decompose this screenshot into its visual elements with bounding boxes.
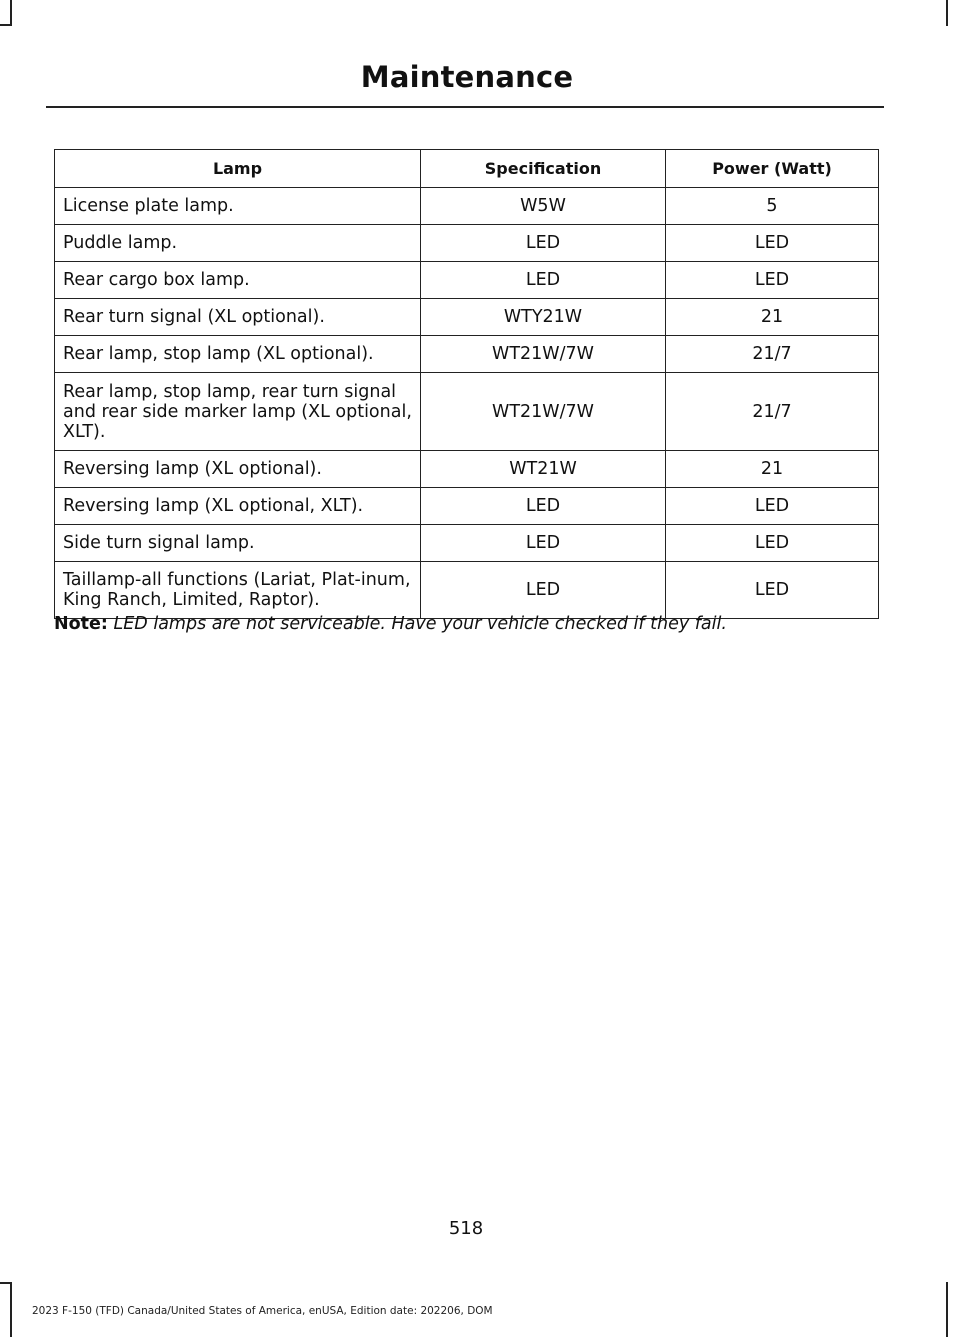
table-row	[55, 373, 879, 451]
power-cell: LED	[666, 562, 879, 619]
page-title: Maintenance	[360, 60, 574, 94]
power-cell: 5	[666, 188, 879, 225]
power-cell: 21	[666, 299, 879, 336]
crop-mark-bottom-right	[946, 1282, 948, 1337]
lamp-cell: Side turn signal lamp.	[55, 525, 421, 562]
spec-cell: WTY21W	[421, 299, 666, 336]
table-row	[55, 188, 879, 225]
note-label: Note:	[54, 614, 108, 634]
table-row	[55, 299, 879, 336]
spec-cell: LED	[421, 488, 666, 525]
spec-cell: WT21W	[421, 451, 666, 488]
footer-edition-info: 2023 F-150 (TFD) Canada/United States of America, enUSA, Edition date: 202206, DOM	[32, 1305, 493, 1317]
spec-cell: WT21W/7W	[421, 336, 666, 373]
table-header-row	[55, 150, 879, 188]
crop-mark-top-left-h	[0, 24, 12, 26]
crop-mark-bottom-left-h	[0, 1282, 12, 1284]
spec-cell: LED	[421, 525, 666, 562]
table-row	[55, 262, 879, 299]
column-header-specification: Specification	[421, 150, 666, 188]
power-cell: 21	[666, 451, 879, 488]
table-row	[55, 488, 879, 525]
crop-mark-top-right	[946, 0, 948, 26]
table-row	[55, 336, 879, 373]
lamp-cell: Rear lamp, stop lamp (XL optional).	[55, 336, 421, 373]
note-text: LED lamps are not serviceable. Have your vehicle checked if they fail.	[113, 614, 727, 634]
power-cell: LED	[666, 225, 879, 262]
table-row	[55, 225, 879, 262]
spec-cell: WT21W/7W	[421, 373, 666, 451]
power-cell: 21/7	[666, 373, 879, 451]
header-divider	[46, 106, 884, 108]
lamp-cell: Rear cargo box lamp.	[55, 262, 421, 299]
column-header-power: Power (Watt)	[666, 150, 879, 188]
lamp-cell: Reversing lamp (XL optional).	[55, 451, 421, 488]
table-row	[55, 451, 879, 488]
lamp-cell: Taillamp-all functions (Lariat, Plat-inum, King Ranch, Limited, Raptor).	[55, 562, 421, 619]
lamp-cell: Reversing lamp (XL optional, XLT).	[55, 488, 421, 525]
spec-cell: LED	[421, 262, 666, 299]
note-paragraph	[54, 614, 894, 634]
table-row	[55, 562, 879, 619]
table-row	[55, 525, 879, 562]
lamp-spec-table	[54, 149, 879, 619]
lamp-cell: Rear turn signal (XL optional).	[55, 299, 421, 336]
lamp-cell: License plate lamp.	[55, 188, 421, 225]
spec-cell: LED	[421, 225, 666, 262]
column-header-lamp: Lamp	[55, 150, 421, 188]
page-number: 518	[448, 1218, 484, 1239]
crop-mark-bottom-left	[10, 1282, 12, 1337]
power-cell: LED	[666, 262, 879, 299]
lamp-cell: Rear lamp, stop lamp, rear turn signal and rear side marker lamp (XL optional, XLT).	[55, 373, 421, 451]
spec-cell: LED	[421, 562, 666, 619]
power-cell: 21/7	[666, 336, 879, 373]
crop-mark-top-left	[10, 0, 12, 26]
spec-cell: W5W	[421, 188, 666, 225]
power-cell: LED	[666, 488, 879, 525]
power-cell: LED	[666, 525, 879, 562]
lamp-cell: Puddle lamp.	[55, 225, 421, 262]
